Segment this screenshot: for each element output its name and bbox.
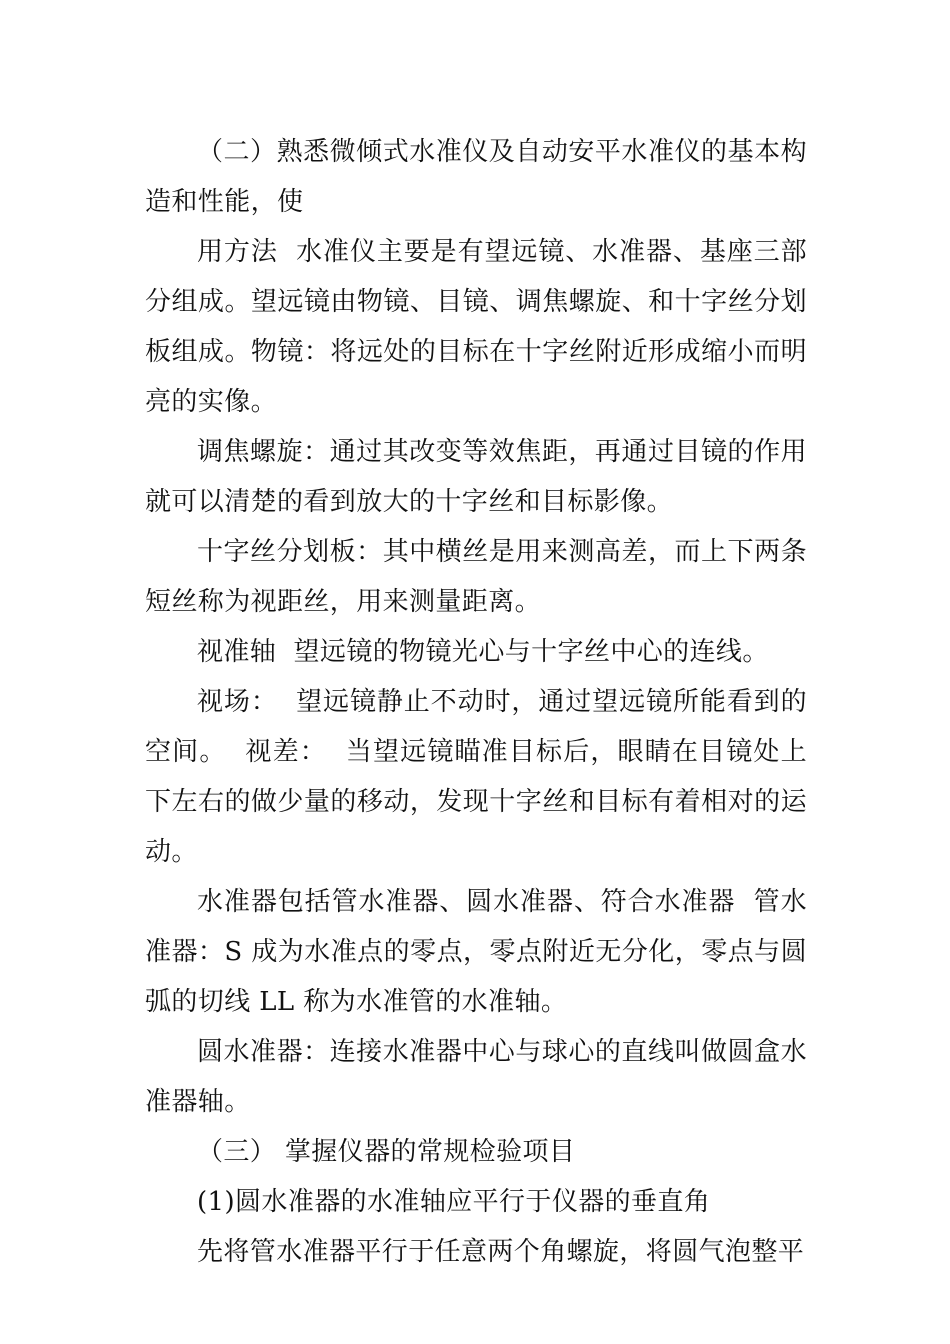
paragraph-10: (1)圆水准器的水准轴应平行于仪器的垂直角: [197, 1187, 711, 1217]
paragraph-11: 先将管水准器平行于任意两个角螺旋，将圆气泡整平: [197, 1237, 805, 1267]
paragraph-9: （三） 掌握仪器的常规检验项目: [197, 1137, 576, 1167]
paragraph-5: 视准轴 望远镜的物镜光心与十字丝中心的连线。: [197, 637, 769, 667]
paragraph-7: 水准器包括管水准器、圆水准器、符合水准器 管水准器：S 成为水准点的零点，零点附近无分化，零点与圆弧的切线 LL 称为水准管的水准轴。: [145, 887, 807, 1017]
document-body: [145, 127, 807, 1277]
paragraph-6: 视场： 望远镜静止不动时，通过望远镜所能看到的空间。 视差： 当望远镜瞄准目标后，眼睛在目镜处上下左右的做少量的移动，发现十字丝和目标有着相对的运动。: [145, 687, 807, 867]
paragraph-8: 圆水准器：连接水准器中心与球心的直线叫做圆盒水准器轴。: [145, 1037, 807, 1117]
paragraph-3: 调焦螺旋：通过其改变等效焦距，再通过目镜的作用就可以清楚的看到放大的十字丝和目标影像。: [145, 437, 807, 517]
paragraph-4: 十字丝分划板：其中横丝是用来测高差，而上下两条短丝称为视距丝，用来测量距离。: [145, 537, 807, 617]
paragraph-1: （二）熟悉微倾式水准仪及自动安平水准仪的基本构造和性能，使: [145, 137, 807, 217]
paragraph-2: 用方法 水准仪主要是有望远镜、水准器、基座三部分组成。望远镜由物镜、目镜、调焦螺旋、和十字丝分划板组成。物镜：将远处的目标在十字丝附近形成缩小而明亮的实像。: [145, 237, 807, 417]
